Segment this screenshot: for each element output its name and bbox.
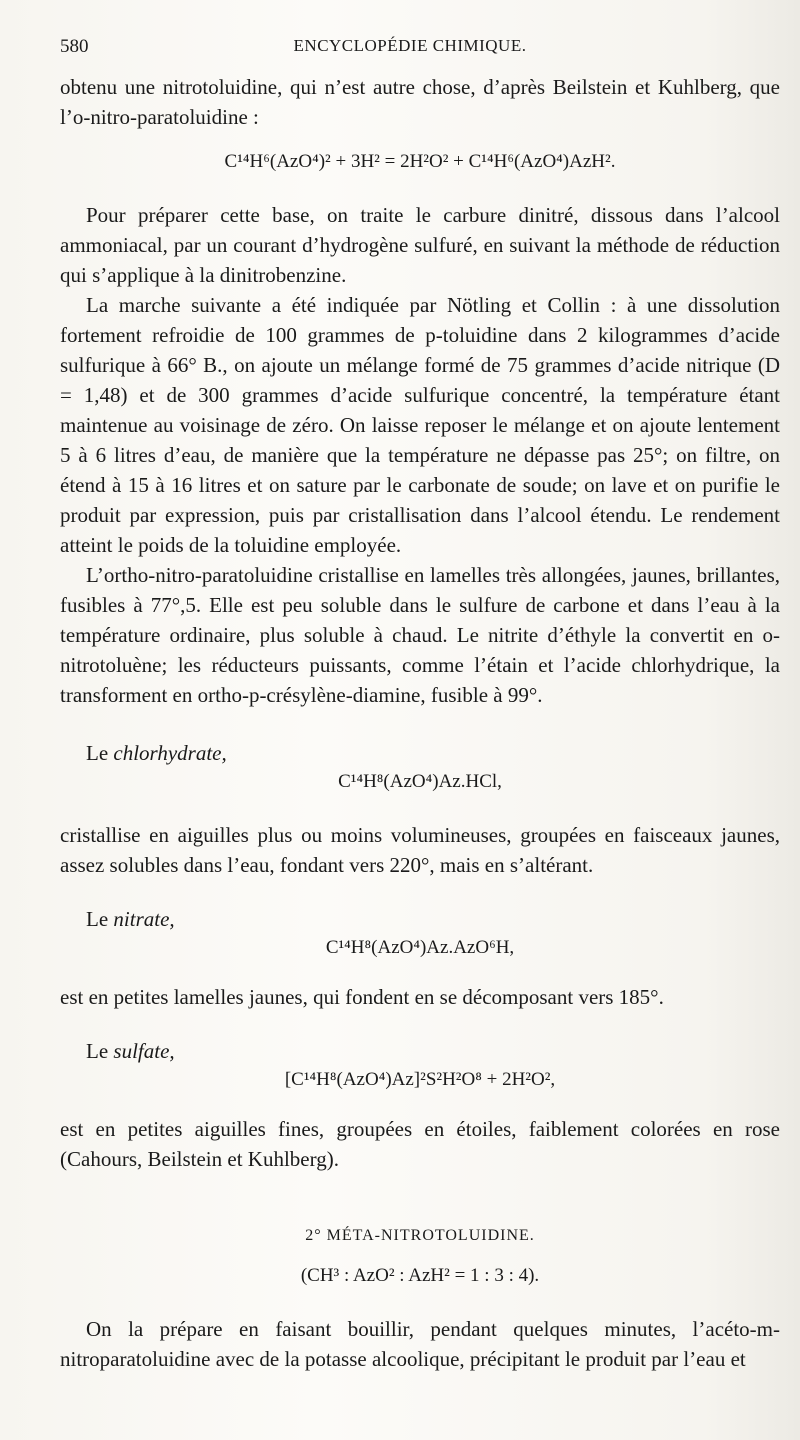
formula-meta: (CH³ : AzO² : AzH² = 1 : 3 : 4). xyxy=(300,1265,540,1286)
paragraph-chlorhydrate: cristallise en aiguilles plus ou moins volumineuses, groupées en faisceaux jaunes, assez solubles dans l’eau, fondant vers 220°, mais en s’altérant. xyxy=(60,823,780,877)
running-title: ENCYCLOPÉDIE CHIMIQUE. xyxy=(293,36,527,55)
paragraph-intro: obtenu une nitrotoluidine, qui n’est autre chose, d’après Beilstein et Kuhlberg, que l’o-nitro-paratoluidine : xyxy=(60,75,780,129)
page-number: 580 xyxy=(60,36,89,57)
page-header xyxy=(60,36,760,64)
paragraph-sulfate: est en petites aiguilles fines, groupées en étoiles, faiblement colorées en rose (Cahours, Beilstein et Kuhlberg). xyxy=(60,1117,780,1171)
formula-sulfate: [C¹⁴H⁸(AzO⁴)Az]²S²H²O⁸ + 2H²O², xyxy=(284,1069,556,1090)
section-title: 2° MÉTA-NITROTOLUIDINE. xyxy=(305,1227,535,1244)
chlorhydrate-name: chlorhydrate, xyxy=(113,741,227,765)
nitrate-heading: Le nitrate, xyxy=(86,907,175,931)
sulfate-name: sulfate, xyxy=(113,1039,175,1063)
paragraph-preparation: Pour préparer cette base, on traite le carbure dinitré, dissous dans l’alcool ammoniacal, par un courant d’hydrogène sulfuré, en suivant la méthode de réduction qui s’applique à la dinitrobenzine. xyxy=(60,203,780,287)
paragraph-method: La marche suivante a été indiquée par Nötling et Collin : à une dissolution fortement refroidie de 100 grammes de p-toluidine dans 2 kilogrammes d’acide sulfurique à 66° B., on ajoute un mélange formé de 75 grammes d’acide nitrique (D = 1,48) et de 300 grammes d’acide sulfurique concentré, la température étant maintenue au voisinage de zéro. On laisse reposer le mélange et on ajoute lentement 5 à 6 litres d’eau, de manière que la température ne dépasse pas 25°; on filtre, on étend à 15 à 16 litres et on sature par le carbonate de soude; on lave et on purifie le produit par expression, puis par cristallisation dans l’alcool étendu. Le rendement atteint le poids de la toluidine employée. xyxy=(60,293,780,557)
formula-nitrate: C¹⁴H⁸(AzO⁴)Az.AzO⁶H, xyxy=(325,937,515,958)
sulfate-heading: Le sulfate, xyxy=(86,1039,175,1063)
paragraph-properties: L’ortho-nitro-paratoluidine cristallise en lamelles très allongées, jaunes, brillantes, fusibles à 77°,5. Elle est peu soluble dans le sulfure de carbone et dans l’eau à la température ordinaire, plus soluble à chaud. Le nitrite d’éthyle la convertit en o-nitrotoluène; les réducteurs puissants, comme l’étain et l’acide chlorhydrique, la transforment en ortho-p-crésylène-diamine, fusible à 99°. xyxy=(60,563,780,707)
formula-reduction: C¹⁴H⁶(AzO⁴)² + 3H² = 2H²O² + C¹⁴H⁶(AzO⁴)AzH². xyxy=(224,151,616,172)
paragraph-meta-preparation: On la prépare en faisant bouillir, pendant quelques minutes, l’acéto-m-nitroparatoluidine avec de la potasse alcoolique, précipitant le produit par l’eau et xyxy=(60,1317,780,1371)
paragraph-nitrate: est en petites lamelles jaunes, qui fondent en se décomposant vers 185°. xyxy=(60,985,664,1009)
page-body xyxy=(60,72,780,1374)
chlorhydrate-heading: Le chlorhydrate, xyxy=(86,741,227,765)
formula-chlorhydrate: C¹⁴H⁸(AzO⁴)Az.HCl, xyxy=(338,771,502,792)
nitrate-name: nitrate, xyxy=(113,907,175,931)
